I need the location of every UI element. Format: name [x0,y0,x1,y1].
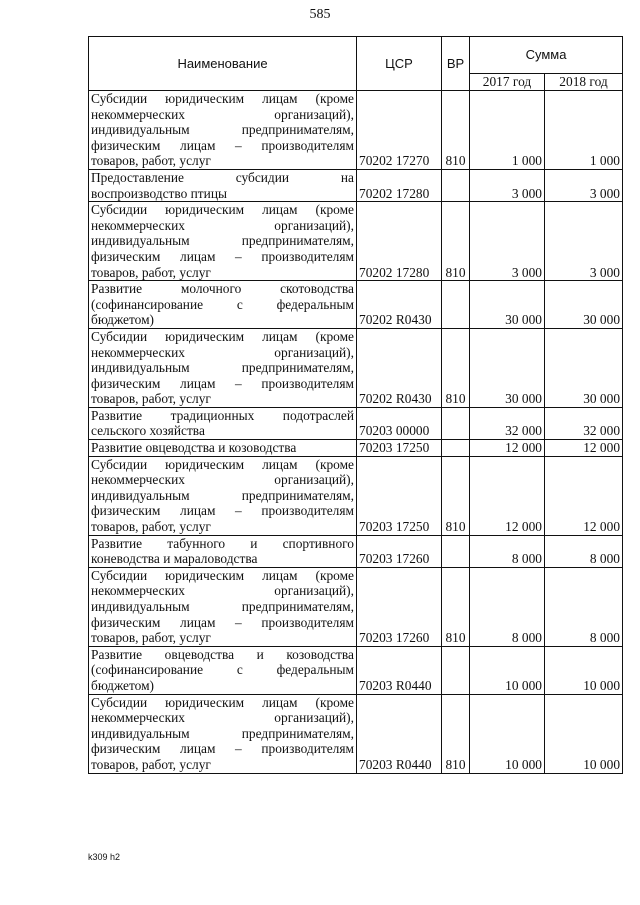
table-row [89,202,623,281]
cell-2018: 10 000 [545,646,623,694]
cell-vr [442,281,470,329]
cell-2017: 3 000 [470,169,545,201]
cell-vr [442,440,470,457]
cell-2018: 12 000 [545,440,623,457]
cell-vr [442,169,470,201]
cell-csr: 70203 17260 [357,567,442,646]
cell-vr: 810 [442,567,470,646]
table-row [89,456,623,535]
cell-name: Развитие молочного скотоводства (софинансирование с федеральным бюджетом) [89,281,357,329]
cell-name: Субсидии юридическим лицам (кроме некоммерческих организаций), индивидуальным предпринимателям, физическим лицам – производителям товаров, работ, услуг [89,567,357,646]
table-row [89,407,623,439]
cell-2017: 8 000 [470,567,545,646]
cell-name: Субсидии юридическим лицам (кроме некоммерческих организаций), индивидуальным предпринимателям, физическим лицам – производителям товаров, работ, услуг [89,328,357,407]
table-row [89,169,623,201]
cell-csr: 70203 R0440 [357,646,442,694]
cell-2018: 3 000 [545,169,623,201]
table-row [89,567,623,646]
cell-2018: 8 000 [545,535,623,567]
cell-name: Субсидии юридическим лицам (кроме некоммерческих организаций), индивидуальным предпринимателям, физическим лицам – производителям товаров, работ, услуг [89,456,357,535]
cell-csr: 70203 17260 [357,535,442,567]
cell-2018: 3 000 [545,202,623,281]
header-name: Наименование [89,37,357,91]
cell-2018: 1 000 [545,91,623,170]
table-body [89,91,623,774]
cell-2017: 8 000 [470,535,545,567]
cell-name: Субсидии юридическим лицам (кроме некоммерческих организаций), индивидуальным предпринимателям, физическим лицам – производителям товаров, работ, услуг [89,202,357,281]
cell-2017: 30 000 [470,328,545,407]
cell-name: Развитие овцеводства и козоводства [89,440,357,457]
table-row [89,646,623,694]
cell-csr: 70203 00000 [357,407,442,439]
cell-csr: 70203 17250 [357,440,442,457]
cell-2017: 1 000 [470,91,545,170]
cell-name: Развитие традиционных подотраслей сельского хозяйства [89,407,357,439]
footer-code: k309 h2 [88,852,121,862]
table-row [89,694,623,773]
cell-csr: 70202 17280 [357,202,442,281]
cell-vr: 810 [442,694,470,773]
cell-csr: 70202 17280 [357,169,442,201]
cell-2018: 8 000 [545,567,623,646]
cell-2017: 30 000 [470,281,545,329]
cell-name: Предоставление субсидии на воспроизводство птицы [89,169,357,201]
cell-csr: 70202 R0430 [357,328,442,407]
cell-2018: 10 000 [545,694,623,773]
cell-2017: 10 000 [470,694,545,773]
cell-2017: 32 000 [470,407,545,439]
cell-2018: 30 000 [545,328,623,407]
cell-vr [442,646,470,694]
table-row [89,535,623,567]
cell-2017: 12 000 [470,440,545,457]
cell-2017: 12 000 [470,456,545,535]
cell-vr [442,535,470,567]
header-vr: ВР [442,37,470,91]
cell-csr: 70202 17270 [357,91,442,170]
cell-vr [442,407,470,439]
cell-2018: 32 000 [545,407,623,439]
cell-2017: 3 000 [470,202,545,281]
table-row [89,440,623,457]
cell-vr: 810 [442,328,470,407]
cell-name: Развитие табунного и спортивного коневодства и мараловодства [89,535,357,567]
cell-name: Развитие овцеводства и козоводства (софинансирование с федеральным бюджетом) [89,646,357,694]
table-row [89,328,623,407]
table-row [89,91,623,170]
table-row [89,281,623,329]
header-year-2018: 2018 год [545,74,623,91]
cell-name: Субсидии юридическим лицам (кроме некоммерческих организаций), индивидуальным предпринимателям, физическим лицам – производителям товаров, работ, услуг [89,694,357,773]
cell-csr: 70203 R0440 [357,694,442,773]
table-header-row [89,37,623,74]
cell-name: Субсидии юридическим лицам (кроме некоммерческих организаций), индивидуальным предпринимателям, физическим лицам – производителям товаров, работ, услуг [89,91,357,170]
cell-2018: 12 000 [545,456,623,535]
cell-csr: 70203 17250 [357,456,442,535]
page-number: 585 [309,7,331,22]
budget-table [88,36,623,774]
cell-2018: 30 000 [545,281,623,329]
cell-vr: 810 [442,202,470,281]
header-year-2017: 2017 год [470,74,545,91]
cell-csr: 70202 R0430 [357,281,442,329]
header-sum: Сумма [470,37,623,74]
cell-2017: 10 000 [470,646,545,694]
header-csr: ЦСР [357,37,442,91]
cell-vr: 810 [442,456,470,535]
cell-vr: 810 [442,91,470,170]
